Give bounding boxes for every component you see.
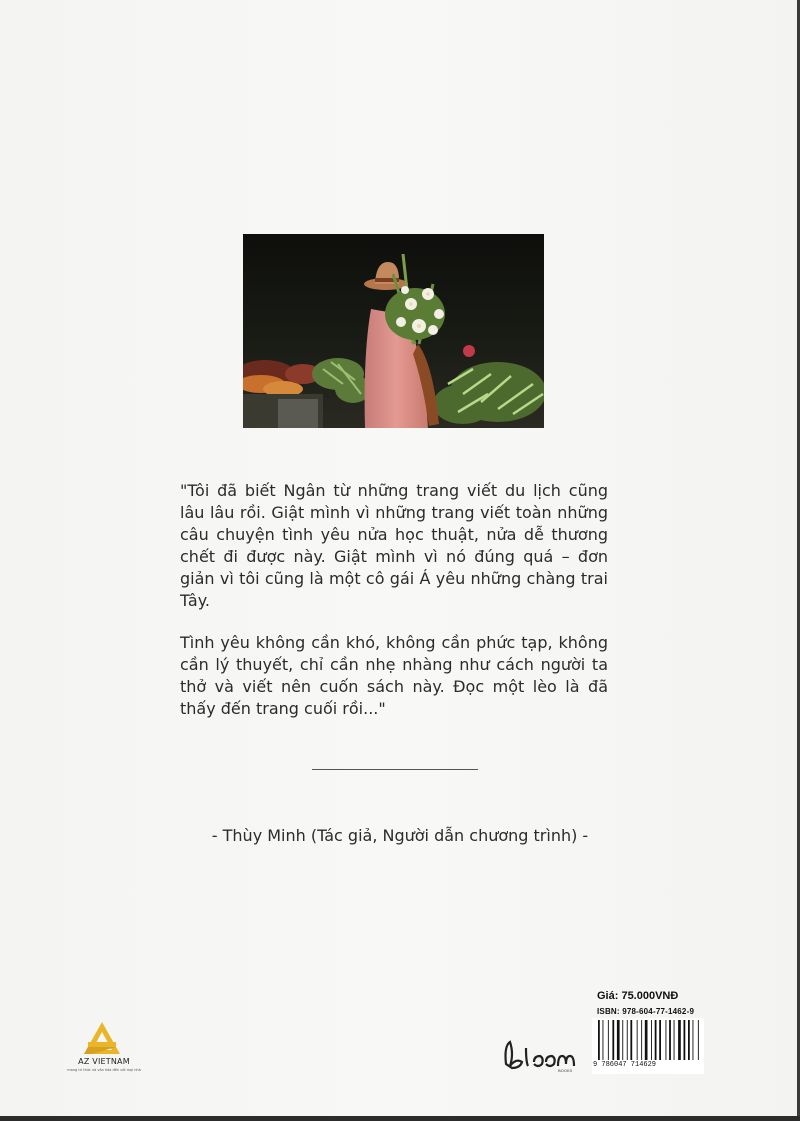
isbn-label: ISBN: 978-604-77-1462-9 — [597, 1007, 695, 1016]
publisher-tagline: mang tri thức và văn hóa đến với mọi nhà — [67, 1068, 141, 1072]
barcode-digits: 9 786047 714629 — [593, 1061, 703, 1069]
page-edge-bottom — [0, 1116, 800, 1121]
quote-paragraph-1: "Tôi đã biết Ngân từ những trang viết du lịch cũng lâu lâu rồi. Giật mình vì những trang viết toàn những câu chuyện tình yêu nửa học thuật, nửa dễ thương chết đi được này. Giật mình vì nó đúng quá – đơn giản vì tôi cũng là một cô gái Á yêu những chàng trai Tây. — [180, 481, 608, 610]
publisher-name: AZ VIETNAM — [78, 1057, 130, 1066]
testimonial-quote — [180, 480, 608, 720]
divider — [312, 769, 478, 770]
price-label: Giá: 75.000VNĐ — [597, 990, 679, 1002]
cover-photo — [243, 234, 544, 428]
bloom-logo-icon — [500, 1034, 580, 1074]
quote-paragraph-2: Tình yêu không cần khó, không cần phức tạp, không cần lý thuyết, chỉ cần nhẹ nhàng như cách người ta thở và viết nên cuốn sách này. Đọc một lèo là đã thấy đến trang cuối rồi..." — [180, 633, 608, 718]
quote-attribution: - Thùy Minh (Tác giả, Người dẫn chương trình) - — [211, 826, 589, 845]
svg-text:BOOKS: BOOKS — [558, 1068, 573, 1073]
